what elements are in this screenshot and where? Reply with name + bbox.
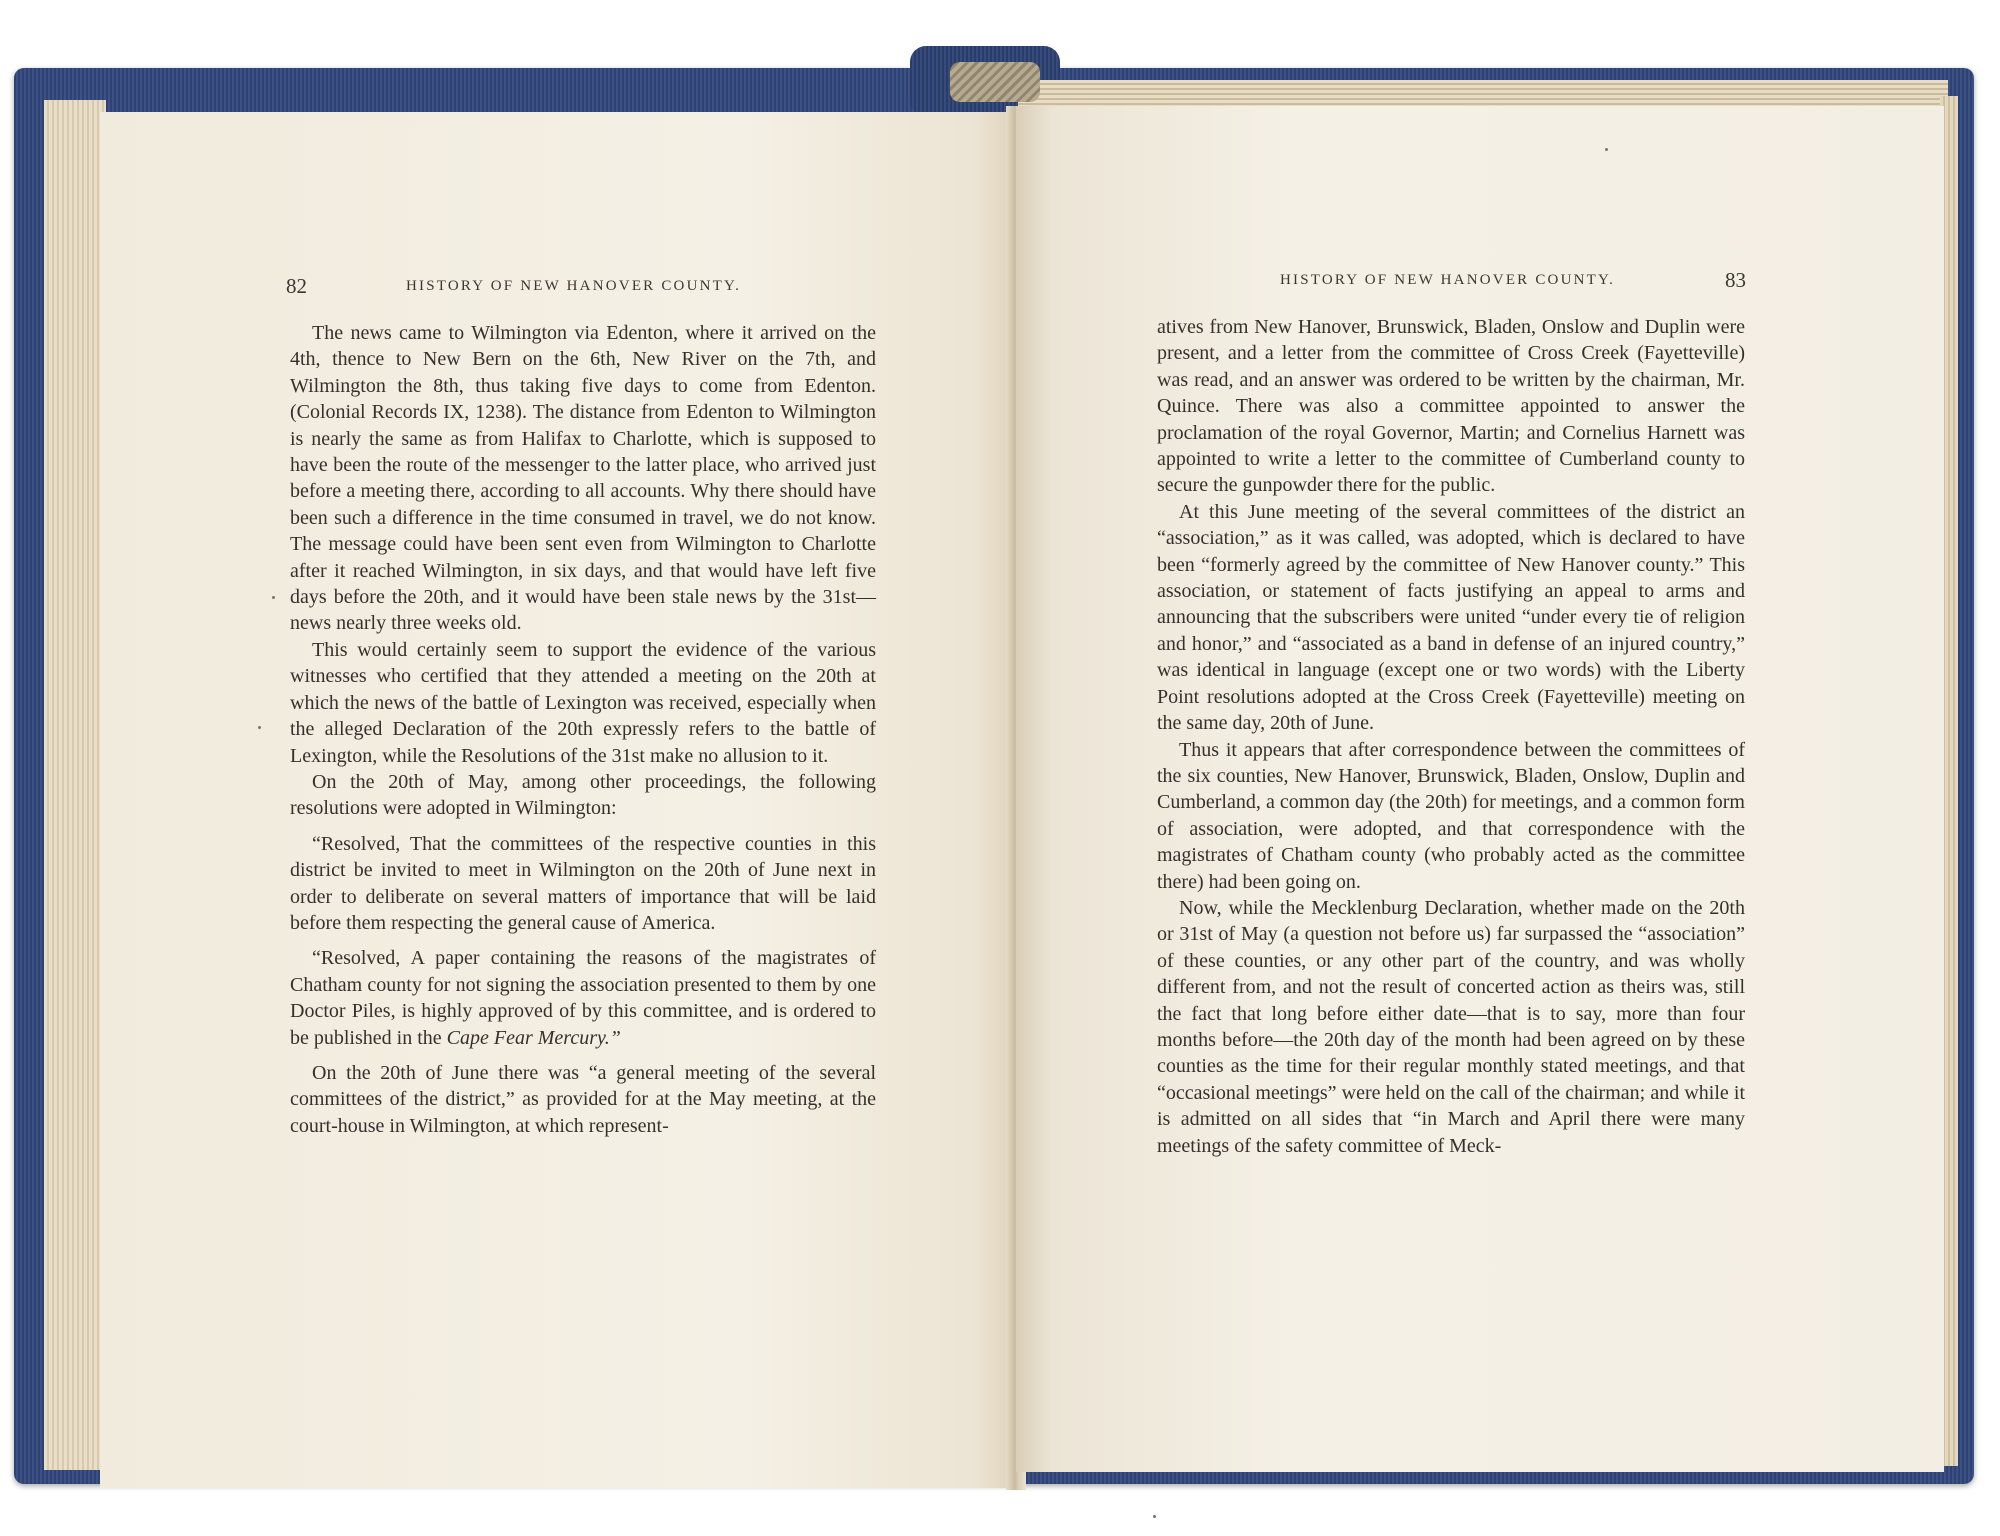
right-page-text [1157,314,1745,1159]
left-page-text [290,320,876,1139]
paragraph: Now, while the Mecklenburg Declaration, whether made on the 20th or 31st of May (a question not before us) far surpassed the “association” of these counties, or any other part of the country, and was wholly different from, and not the result of concerted action as theirs was, still the fact that long before either date—that is to say, more than four months before—the 20th day of the month had been agreed on by these counties as the time for their regular monthly stated meetings, and that “occasional meetings” were held on the call of the chairman; and while it is admitted on all sides that “in March and April there were many meetings of the safety committee of Meck- [1157,896,1745,1157]
paragraph: On the 20th of June there was “a general meeting of the several committees of the district,” as provided for at the May meeting, at the court-house in Wilmington, at which represent- [290,1061,876,1137]
paragraph: atives from New Hanover, Brunswick, Bladen, Onslow and Duplin were present, and a letter from the committee of Cross Creek (Fayetteville) was read, and an answer was ordered to be written by the chairman, Mr. Quince. There was also a committee appointed to answer the proclamation of the royal Governor, Martin; and Cornelius Harnett was appointed to write a letter to the committee of Cumberland county to secure the gunpowder there for the public. [1157,316,1745,497]
paper-speck [272,596,275,599]
right-page-number: 83 [1725,268,1746,292]
paragraph: Thus it appears that after correspondence between the committees of the six counties, New Hanover, Brunswick, Bladen, Onslow, Duplin and Cumberland, a common day (the 20th) for meetings, and a common form of association, were adopted, and that correspondence with the magistrates of Chatham county (who probably acted as the committee there) had been going on. [1157,738,1745,893]
left-page-number: 82 [286,274,307,298]
quoted-resolution: “Resolved, That the committees of the respective counties in this district be invited to meet in Wilmington on the 20th of June next in order to deliberate on several matters of importance that will be laid before them respecting the general cause of America. [290,832,876,934]
paragraph: The news came to Wilmington via Edenton, where it arrived on the 4th, thence to New Bern on the 6th, New River on the 7th, and Wilmington the 8th, thus taking five days to come from Edenton. (Colonial Records IX, 1238). The distance from Edenton to Wilmington is nearly the same as from Halifax to Charlotte, which is supposed to have been the route of the messenger to the latter place, who arrived just before a meeting there, according to all accounts. Why there should have been such a difference in the time consumed in travel, we do not know. The message could have been sent even from Wilmington to Charlotte after it reached Wilmington, in six days, and that would have left five days before the 20th, and it would have been stale news by the 31st—news nearly three weeks old. [290,322,876,635]
left-running-head: HISTORY OF NEW HANOVER COUNTY. [406,278,742,294]
headband [950,62,1040,102]
newspaper-title: Cape Fear Mercury.” [446,1026,621,1049]
paragraph: At this June meeting of the several committees of the district an “association,” as it was called, was adopted, which is declared to have been “formerly agreed by the committee of New Hanover county.” This association, or statement of facts justifying an appeal to arms and announcing that the subscribers were united “under every tie of religion and honor,” and “associated as a band in defense of an injured country,” was identical in language (except one or two words) with the Liberty Point resolutions adopted at the Cross Creek (Fayetteville) meeting on the same day, 20th of June. [1157,500,1745,735]
page-edges-left [44,100,106,1470]
paragraph: On the 20th of May, among other proceedings, the following resolutions were adopted in Wilmington: [290,770,876,820]
right-running-head: HISTORY OF NEW HANOVER COUNTY. [1280,272,1616,288]
resolution-text: “Resolved, A paper containing the reasons of the magistrates of Chatham county for not signing the association presented to them by one Doctor Piles, is highly approved of by this committee, and is ordered to be published in the [290,947,876,1049]
page-edges-top [1018,80,1948,106]
paper-speck [1605,148,1608,151]
paragraph: This would certainly seem to support the evidence of the various witnesses who certified that they attended a meeting on the 20th at which the news of the battle of Lexington was received, especially when the alleged Declaration of the 20th expressly refers to the battle of Lexington, while the Resolutions of the 31st make no allusion to it. [290,638,876,767]
paper-speck [1153,1515,1156,1518]
paper-speck [258,726,261,729]
quoted-resolution [290,945,876,1051]
